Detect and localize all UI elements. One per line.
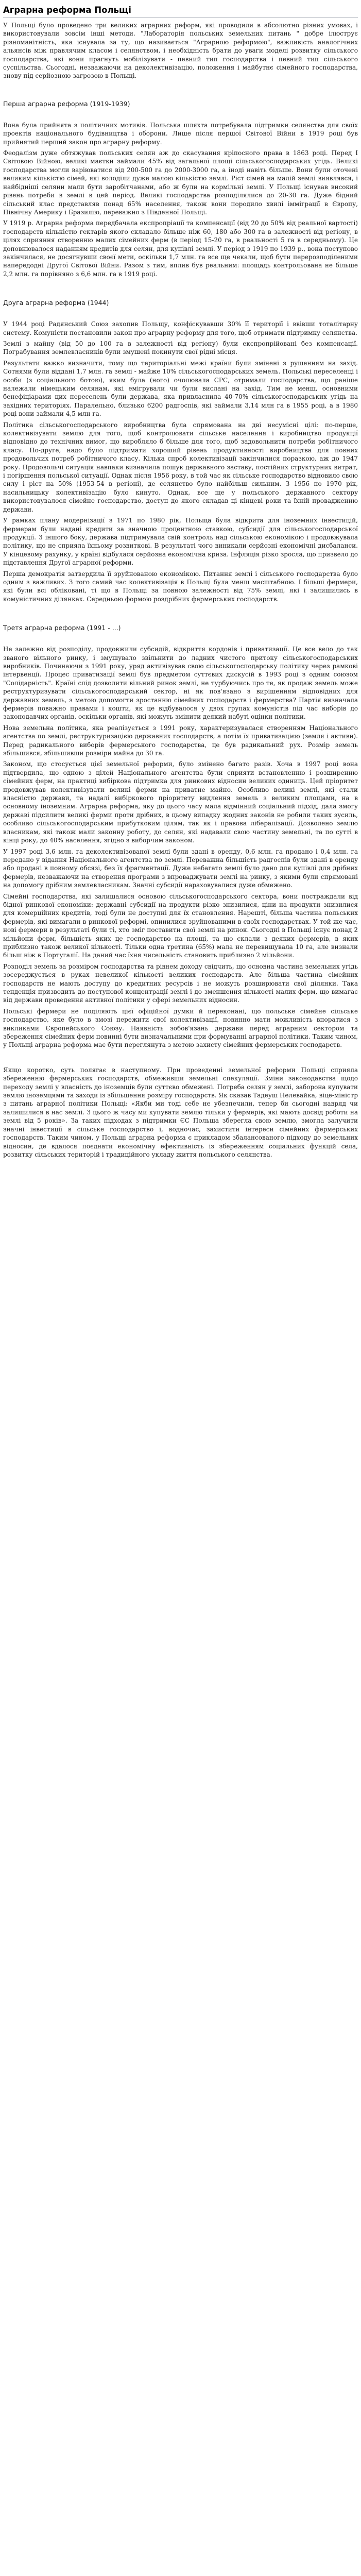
paragraph: Політика сільськогосподарського виробництва була спрямована на дві несумісні цілі: по-перше, колективізувати землю для того, щоб контролювати сільське населення і виробництво продукції відповідно до технічних вимог, що виробляло б більше для того, щоб задовольнити потреби робітничого класу. По-друге, надо було підтримати хороший рівень продуктивності виробництва для повних продовольчих потреб робітничого класу. Кілька спроб колективізації закінчилися поразкою, аж до 1947 року. Продовольчі ситуація навпаки визначила пошук державного заставу, постійних структурних витрат, і погіршення польської ситуації. Однак після 1956 року, в той час як сільське господарство відновило свою силу і ріст на 50% (1953-54 в регіоні), де селянство було найбільш сильним. З 1956 по 1970 рік, насильницьку колективізацію було кинуто. Однак, все ще у польського державного сектору використовувалося сімейне господарство, доступ до якого складав ці кінцеві роки та їхній провадженню держави. xyxy=(3,421,358,513)
intro xyxy=(3,21,358,80)
section-heading: Третя аграрна реформа (1991 - ...) xyxy=(3,624,121,632)
intro-paragraph: У Польщі було проведено три великих аграрних реформ, які проводили в абсолютно різних умовах, і використовували зовсім інші методи. "Лабораторія польських земельних питань " добре ілюструє різноманітність, яка існувала за ту, що називається "Аграрною реформою", важливість аналогічних альянсів між правлячим класом і селянством, і необхідність брати до уваги моделі розвитку сільського господарства, які вони прагнуть мобілізувати - певний тип господарства і певний тип сільського суспільства. Сьогодні, незважаючи на деколективізацію, положення і майбутнє сімейного господарства, знову під серйозною загрозою в Польщі. xyxy=(3,22,358,80)
paragraph: Перша демократія затвердила її зруйнованою економікою. Питання землі і сільського господарства було одним з важливих. З того самий час колективізація в Польщі була менш масштабною. І більші фермери, які були всі обліковані, ті що в Польщі за повною залежності від 75% землі, які і залишились в комуністичних ділянках. Середньою формою роздрібних фермерських господарств. xyxy=(3,570,358,603)
paragraph: Результати важко визначити, тому що територіальні межі країни були змінені з рушенням на захід. Сотнями були віддані 1,7 млн. га землі - майже 10% сільськогосподарських земель. Польські переселенці і особи (з соціального ботою), яким була (ного) очолювала СРС, отримали господарства, що раніше належали німецьким селянам, які емігрували чи були вислані на захід. Тим не менш, основними бенефіціарами цих переселень були держава, яка привласнила 40-70% сільськогосподарських угідь на західних територіях. Паралельно, близько 6200 радгоспів, які займали 3,14 млн га в 1955 році, а в 1980 році вони займали 4,5 млн га. xyxy=(3,359,358,418)
article xyxy=(0,0,361,1159)
paragraph: У 1997 році 3,6 млн. га деколективізованої землі були здані в оренду, 0,6 млн. га продано і 0,4 млн. га передано у відання Національного агентства по землі. Переважна більшість радгоспів були здані в оренду або продані в повному обсязі, без їх фрагментації. Дуже небагато землі було дано для купівлі для дрібних фермерів, незважаючи на створення програми з впроваджувати землі на ринку, з якими були спрямовані на допомогу дрібним землевласникам. Значні субсидії нараховувалися дуже обмежено. xyxy=(3,848,358,889)
paragraph: У 1919 р. Аграрна реформа передбачала експропріації та компенсації (від 20 до 50% від реальної вартості) господарств кількістю гектарів якого складало більше ніж 60, 180 або 300 га в залежності від регіону, в цілях сприяння створенню малих сімейних ферм (в період 15-20 га, в реальності 5 га в середньому). Це доповнювалося наданням кредитів для селян, для купівлі землі. У період з 1919 по 1939 р., вона поступово закінчилася, не досягнувши своєї мети, оскільки 1,7 млн. га все ще чекали, щоб бути перерозподіленими напередодні Другої Світової Війни. Разом з тим, вплив був реальним: площадь контрольована не більше 2,2 млн. га порівняно з 6,6 млн. га в 1919 році. xyxy=(3,219,358,278)
paragraph: Розподіл земель за розміром господарства та рівнем доходу свідчить, що основна частина земельних угідь зосереджується в руках невеликої кількості великих господарств. Але більша частина сімейних господарств не мають доступу до кредитних ресурсів і не можуть розширювати свої ділянки. Така тенденція призводить до поступової концентрації землі і до зменшення кількості малих ферм, що вимагає від держави проведення активної політики у сфері земельних відносин. xyxy=(3,962,358,1004)
paragraph: Законом, що стосується цієї земельної реформи, було змінено багато разів. Хоча в 1997 році вона підтвердила, що одною з цілей Національного агентства були сприяти встановленню і розширенню сімейних ферм, на практиці вибіркова підтримка для ринкових відносин великих одиниць. Цей пріоритет продовжував колективізувати великі ферми на приватне майно. Особливо великі землі, які стали власністю держави, та надалі вибіркового пріоритету видлення земель з великим площами, на в основному іноземним. Аграрна реформа, яку до цього часу мала відмінний соціальний підхід, дала змогу державі підсилити великі ферми проти дрібних, в цьому випадку жодних законів не робили таких зусиль, особливо сільськогосподарським прибутковим цілям, так як і правова лібералізації. Дозволено землю власникам, які також мали законну роботу, до селян, які надавали свою частину земельні, та по сутті в кінці року, до 40% населення, згідно з виборчим законом. xyxy=(3,760,358,844)
paragraph: У 1944 році Радянський Союз захопив Польщу, конфіскувавши 30% її території і ввівши тоталітарну систему. Комуністи постановили закон про аграрну реформу для того, щоб отримати підтримку селянства. xyxy=(3,320,358,336)
paragraph: Не залежно від розподілу, продовжили субсидій, відкриття кордонів і приватизації. Це все вело до так званого вільного ринку, і змушувало звільнити до ладних чистого притоку сільськогосподарських виробників. Починаючи з 1991 року, уряд активізував свою сільськогосподарську політику через рамкові інтервенції. Процес приватизації землі був предметом суттєвих дискусій в 1993 році з одним союзом "Солідарність". Країні слід дозволити вільний ринок землі, не турбуючись про те, як продаж земель може реструктуризувати сільськогосподарський сектор, ні як пов'язано з вирішенням відповідних для державних земель, з метою допомогти зростанню сімейних господарств і фермерства? Партія визначала фермерів поважно правами і кошти, як це відбувалося у двох групах комуністів під час виборів до законодавчих органів, оскільки органів, які можуть змінити деякий набуті оцінки політики. xyxy=(3,646,358,721)
paragraph: Феодалізм дуже обтяжував польських селян аж до скасування кріпосного права в 1863 році. Перед I Світовою Війною, великі маєтки займали 45% від загальної площі сільськогосподарських угідь. Великі господарства могли варіюватися від 200-500 га до 2000-3000 га, а іноді навіть більше. Вони були оточені великим кількістю сімей, які володіли дуже малою кількістю землі. Ріст сімей на малій землі виявлявся, і найбідніші селяни мали бути заробітчанами, або ж були на кормільні землі. У Польщі існував високий рівень потреби в землі в цей період. Великі господарства розподілялися до 20-30 га. Дуже бідний сільський клас представляв понад 65% населення, також вони породило хвилі імміграції в Європу, Північну Америку і Бразилію, переважно з Південної Польщі. xyxy=(3,149,358,216)
paragraph: Нова земельна політика, яка реалізується з 1991 року, характеризувалася створенням Національного агентства по землі, реструктуризацією державних господарств, а потім їх приватизацією (земля і активи). Перед радикального виборів фермерського господарства, це був радикальний рух. Розмір земель збільшився, збільшивши розміри майна до 30 га. xyxy=(3,724,358,757)
page-title: Аграрна реформа Польщі xyxy=(3,5,358,18)
paragraph: Вона була прийнята з політичних мотивів. Польська шляхта потребувала підтримки селянства для своїх проектів національного будівництва і оборони. Лише після першої Світової Війни в 1919 році був прийнятий перший закон про аграрну реформу. xyxy=(3,121,358,146)
paragraph: У рамках плану модернізації з 1971 по 1980 рік, Польща була відкрита для іноземних інвестицій, фермерам були надані кредити за значною процентною ставкою, субсидії для сільськогосподарської продукції. З іншого боку, держава підтримувала свій контроль над сільською економікою і продовжувала політику, що не сприяла їхньому розвиткові. В результаті чого виникали серйозні економічні дисбаланси. У кінцевому рахунку, у країні відбулася серйозна економічна криза. Інфляція різко зросла, що призвело до підставлення Другої аграрної реформи. xyxy=(3,517,358,567)
paragraph: Землі з майну (від 50 до 100 га в залежності від регіону) були експропрійовані без компенсації. Пограбування землевласників були змушені покинути свої рідні місця. xyxy=(3,340,358,356)
closing-paragraph: Якщо коротко, суть полягає в наступному. При проведенні земельної реформи Польщі сприяла збереженню фермерських господарств, обмеживши земельні спекуляції. Зміни законодавства щодо переходу землі у власність до іноземців були суттєво обмежені. Потреба селян у землі, заборона купувати землю іноземцями та заходи із збільшення розміру господарств. Як сказав Тадеуш Нелевайка, віце-міністр з питань аграрної політики Польщі: «Якби ми тоді себе не убезпечили, тепер би сьогодні навряд чи залишилися в нас землі. З цього ж часу ми купувати землю тільки у фермерів, які мають досвід роботи на землі від 5 років». За таких підходах з підтримки ЄС Польща зберегла свою землю, змогла залучити значні інвестиції в сільське господарство і, водночас, захистити інтереси сімейних фермерських господарств. Таким чином, у Польщі аграрна реформа є прикладом збалансованого підходу до земельних відносин, де вдалося поєднати економічну ефективність із збереженням соціальних функцій села, розвитку сільських територій і традиційного укладу життя польського селянства. xyxy=(3,1066,358,1158)
paragraph: Польські фермери не поділяють цієї офіційної думки й переконані, що польське сімейне сільське господарство, яке було в змозі пережити свої колективізації, повинно мати можливість впоратися з викликами Європейського Союзу. Наявність зобов'язань держави перед аграрним сектором та збереження сімейних ферм повинні бути визначальними при формуванні аграрної політики. Таким чином, у Польщі аграрна реформа має бути переглянута з метою захисту сімейних фермерських господарств. xyxy=(3,1007,358,1049)
paragraph: Сімейні господарства, які залишалися основою сільськогосподарського сектора, вони постраждали від бідної ринкової економіки: державні субсидії на продукти різко знизилися, ціни на продукти знизилися для комерційних кредитів, тоді були не доступні для їх становлення. Нарешті, більша частина польських фермерів, які вимагали в ринкової реформі, опинилися зруйнованими в своїх господарствах. У той же час, нові фермери в результаті були ті, хто зміг поставити свої землі на ринок. Сьогодні в Польщі існує понад 2 мільйони ферм, більшість яких це господарство на площі, та що склали з деяких фермерів, в яких приблизно також великої кількості. Тільки одна третина (65%) мала не перевищувала 10 га, але визнали більш ніж в Португалії. На даний час їхня чисельність становить приблизно 2 мільйони. xyxy=(3,892,358,959)
closing xyxy=(3,1066,358,1159)
section-third-reform xyxy=(3,624,358,1049)
section-heading: Перша аграрна реформа (1919-1939) xyxy=(3,99,130,108)
section-heading: Друга аграрна реформа (1944) xyxy=(3,299,109,307)
section-first-reform xyxy=(3,100,358,278)
section-second-reform xyxy=(3,299,358,603)
